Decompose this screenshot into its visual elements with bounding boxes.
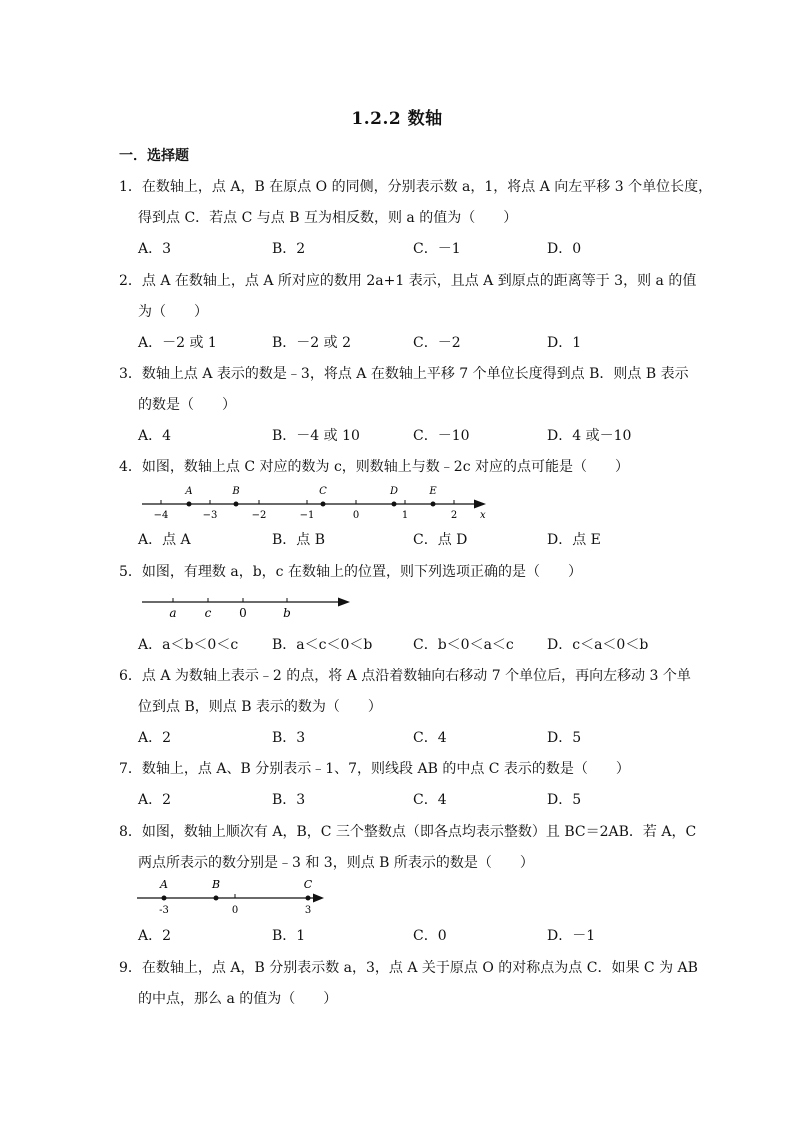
question-3-line-1: 3．数轴上点 A 表示的数是﹣3，将点 A 在数轴上平移 7 个单位长度得到点 B．则点 B 表示 [119, 366, 689, 382]
option-b: B．－2 或 2 [272, 335, 352, 351]
question-4-number-line [136, 482, 496, 522]
question-5-line-1: 5．如图，有理数 a，b，c 在数轴上的位置，则下列选项正确的是（ ） [119, 564, 582, 580]
label-c: c [204, 606, 212, 620]
question-9-line-1: 9．在数轴上，点 A，B 分别表示数 a，3，点 A 关于原点 O 的对称点为点 C．如果 C 为 AB [119, 960, 698, 976]
question-8-options [138, 925, 658, 945]
point-b-label: B [211, 878, 221, 891]
question-5-number-line [136, 588, 356, 622]
option-c: C．b＜0＜a＜c [413, 637, 514, 653]
question-6-line-1: 6．点 A 为数轴上表示﹣2 的点，将 A 点沿着数轴向右移动 7 个单位后，再向左移动 3 个单 [119, 668, 691, 684]
ticks [161, 500, 454, 504]
point-e-dot [431, 502, 436, 507]
question-8-line-2: 两点所表示的数分别是﹣3 和 3，则点 B 所表示的数是（ ） [138, 855, 534, 871]
point-b-label: B [232, 486, 240, 497]
option-b: B．－4 或 10 [272, 428, 360, 444]
tick-label: 0 [352, 510, 360, 521]
question-4-options [138, 529, 658, 549]
point-b-dot [214, 896, 219, 901]
point-c-dot [321, 502, 326, 507]
question-9-line-2: 的中点，那么 a 的值为（ ） [138, 991, 338, 1007]
question-7-options [138, 789, 658, 809]
axis-label: x [480, 510, 486, 521]
option-b: B．3 [272, 792, 306, 808]
question-2-line-2: 为（ ） [138, 304, 208, 320]
option-a: A．2 [138, 928, 172, 944]
question-8-number-line [134, 876, 334, 916]
question-6-options [138, 727, 658, 747]
label-a: a [169, 606, 177, 620]
option-b: B．点 B [272, 532, 326, 548]
question-4-line-1: 4．如图，数轴上点 C 对应的数为 c，则数轴上与数﹣2c 对应的点可能是（ ） [119, 459, 630, 475]
point-a-dot [162, 896, 167, 901]
option-d: D．5 [547, 730, 582, 746]
section-heading: 一．选择题 [119, 148, 189, 164]
option-d: D．－1 [547, 928, 596, 944]
label-b: b [283, 606, 291, 620]
tick-label: −2 [251, 510, 267, 521]
option-d: D．5 [547, 792, 582, 808]
option-d: D．c＜a＜0＜b [547, 637, 649, 653]
option-d: D．0 [547, 241, 582, 257]
point-c-label: C [319, 486, 327, 497]
option-a: A．a＜b＜0＜c [138, 637, 239, 653]
question-2-options [138, 332, 658, 352]
option-a: A．2 [138, 792, 172, 808]
question-1-options [138, 238, 658, 258]
option-c: C．－1 [413, 241, 461, 257]
tick-label: 1 [401, 510, 409, 521]
option-b: B．1 [272, 928, 306, 944]
tick-label: −3 [202, 510, 218, 521]
point-b-dot [234, 502, 239, 507]
question-5-options [138, 634, 658, 654]
point-a-dot [187, 502, 192, 507]
label-zero: 0 [239, 606, 247, 620]
option-a: A．3 [138, 241, 172, 257]
option-b: B．3 [272, 730, 306, 746]
tick-label: −1 [299, 510, 315, 521]
tick-label: 2 [450, 510, 458, 521]
tick-label: 3 [304, 905, 312, 916]
option-d: D．4 或－10 [547, 428, 632, 444]
option-b: B．a＜c＜0＜b [272, 637, 373, 653]
option-c: C．－2 [413, 335, 461, 351]
axis-arrow [338, 598, 350, 607]
point-a-label: A [160, 878, 168, 891]
question-6-line-2: 位到点 B，则点 B 表示的数为（ ） [138, 699, 382, 715]
option-c: C．4 [413, 792, 447, 808]
option-a: A．2 [138, 730, 172, 746]
point-d-dot [392, 502, 397, 507]
option-c: C．点 D [413, 532, 468, 548]
point-d-label: D [389, 486, 399, 497]
point-c-dot [306, 896, 311, 901]
point-a-label: A [185, 486, 193, 497]
question-1-line-1: 1．在数轴上，点 A，B 在原点 O 的同侧，分别表示数 a，1，将点 A 向左平移 3 个单位长度， [119, 179, 713, 195]
question-3-options [138, 425, 658, 445]
tick-label: −4 [153, 510, 169, 521]
question-1-line-2: 得到点 C．若点 C 与点 B 互为相反数，则 a 的值为（ ） [138, 210, 518, 226]
point-c-label: C [303, 878, 313, 891]
option-a: A．点 A [138, 532, 191, 548]
tick-label: 0 [231, 905, 239, 916]
question-2-line-1: 2．点 A 在数轴上，点 A 所对应的数用 2a+1 表示，且点 A 到原点的距离等于 3，则 a 的值 [119, 273, 697, 289]
axis-arrow [313, 894, 324, 903]
tick-label: -3 [159, 905, 169, 916]
option-b: B．2 [272, 241, 306, 257]
question-7-line-1: 7．数轴上，点 A、B 分别表示﹣1、7，则线段 AB 的中点 C 表示的数是（ ） [119, 761, 630, 777]
option-a: A．4 [138, 428, 172, 444]
page-title: 1.2.2 数轴 [351, 109, 443, 129]
option-c: C．0 [413, 928, 447, 944]
axis-arrow [474, 500, 486, 509]
point-e-label: E [429, 486, 437, 497]
option-c: C．－10 [413, 428, 470, 444]
option-c: C．4 [413, 730, 447, 746]
option-d: D．1 [547, 335, 582, 351]
question-3-line-2: 的数是（ ） [138, 397, 236, 413]
option-a: A．－2 或 1 [138, 335, 217, 351]
option-d: D．点 E [547, 532, 601, 548]
question-8-line-1: 8．如图，数轴上顺次有 A，B，C 三个整数点（即各点均表示整数）且 BC＝2AB．若 A，C [119, 824, 697, 840]
